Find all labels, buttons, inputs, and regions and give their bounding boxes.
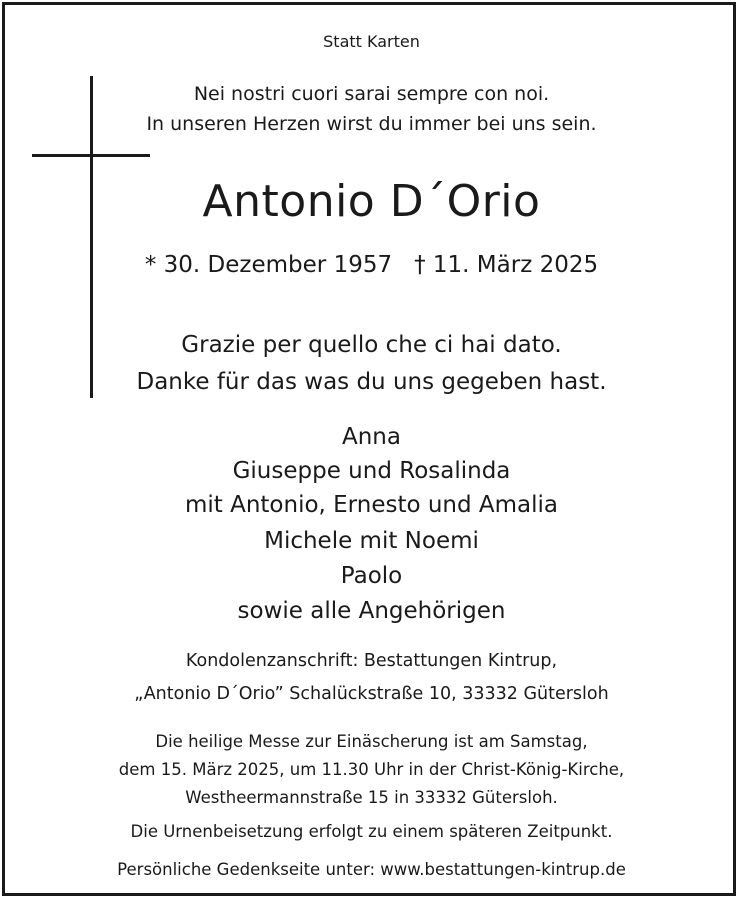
family-member: mit Antonio, Ernesto und Amalia — [184, 492, 559, 518]
death-date: † 11. März 2025 — [414, 252, 599, 278]
cross-icon-horizontal — [32, 154, 150, 157]
deceased-name: Antonio D´Orio — [202, 176, 541, 227]
motto-italian: Nei nostri cuori sarai sempre con noi. — [193, 83, 550, 105]
life-dates — [0, 252, 743, 278]
motto-german: In unseren Herzen wirst du immer bei uns sein. — [146, 113, 597, 135]
urn-burial-note: Die Urnenbeisetzung erfolgt zu einem späteren Zeitpunkt. — [130, 822, 613, 841]
family-member: sowie alle Angehörigen — [237, 598, 506, 624]
memorial-page-link[interactable]: Persönliche Gedenkseite unter: www.bestattungen-kintrup.de — [117, 860, 626, 879]
family-member: Paolo — [340, 563, 403, 589]
mass-info-line2: dem 15. März 2025, um 11.30 Uhr in der Christ-König-Kirche, — [118, 760, 625, 779]
family-member: Anna — [342, 424, 401, 450]
statt-karten: Statt Karten — [323, 32, 420, 51]
birth-date: * 30. Dezember 1957 — [144, 252, 393, 278]
condolence-address-line1: Kondolenzanschrift: Bestattungen Kintrup, — [185, 651, 558, 671]
mass-info-line1: Die heilige Messe zur Einäscherung ist am Samstag, — [155, 732, 588, 751]
thanks-italian: Grazie per quello che ci hai dato. — [181, 332, 562, 358]
family-member: Giuseppe und Rosalinda — [232, 458, 511, 484]
mass-info-line3: Westheermannstraße 15 in 33332 Gütersloh. — [185, 788, 558, 807]
condolence-address-line2: „Antonio D´Orio” Schalückstraße 10, 33332 Gütersloh — [134, 684, 609, 704]
thanks-german: Danke für das was du uns gegeben hast. — [136, 369, 607, 395]
family-member: Michele mit Noemi — [264, 528, 479, 554]
